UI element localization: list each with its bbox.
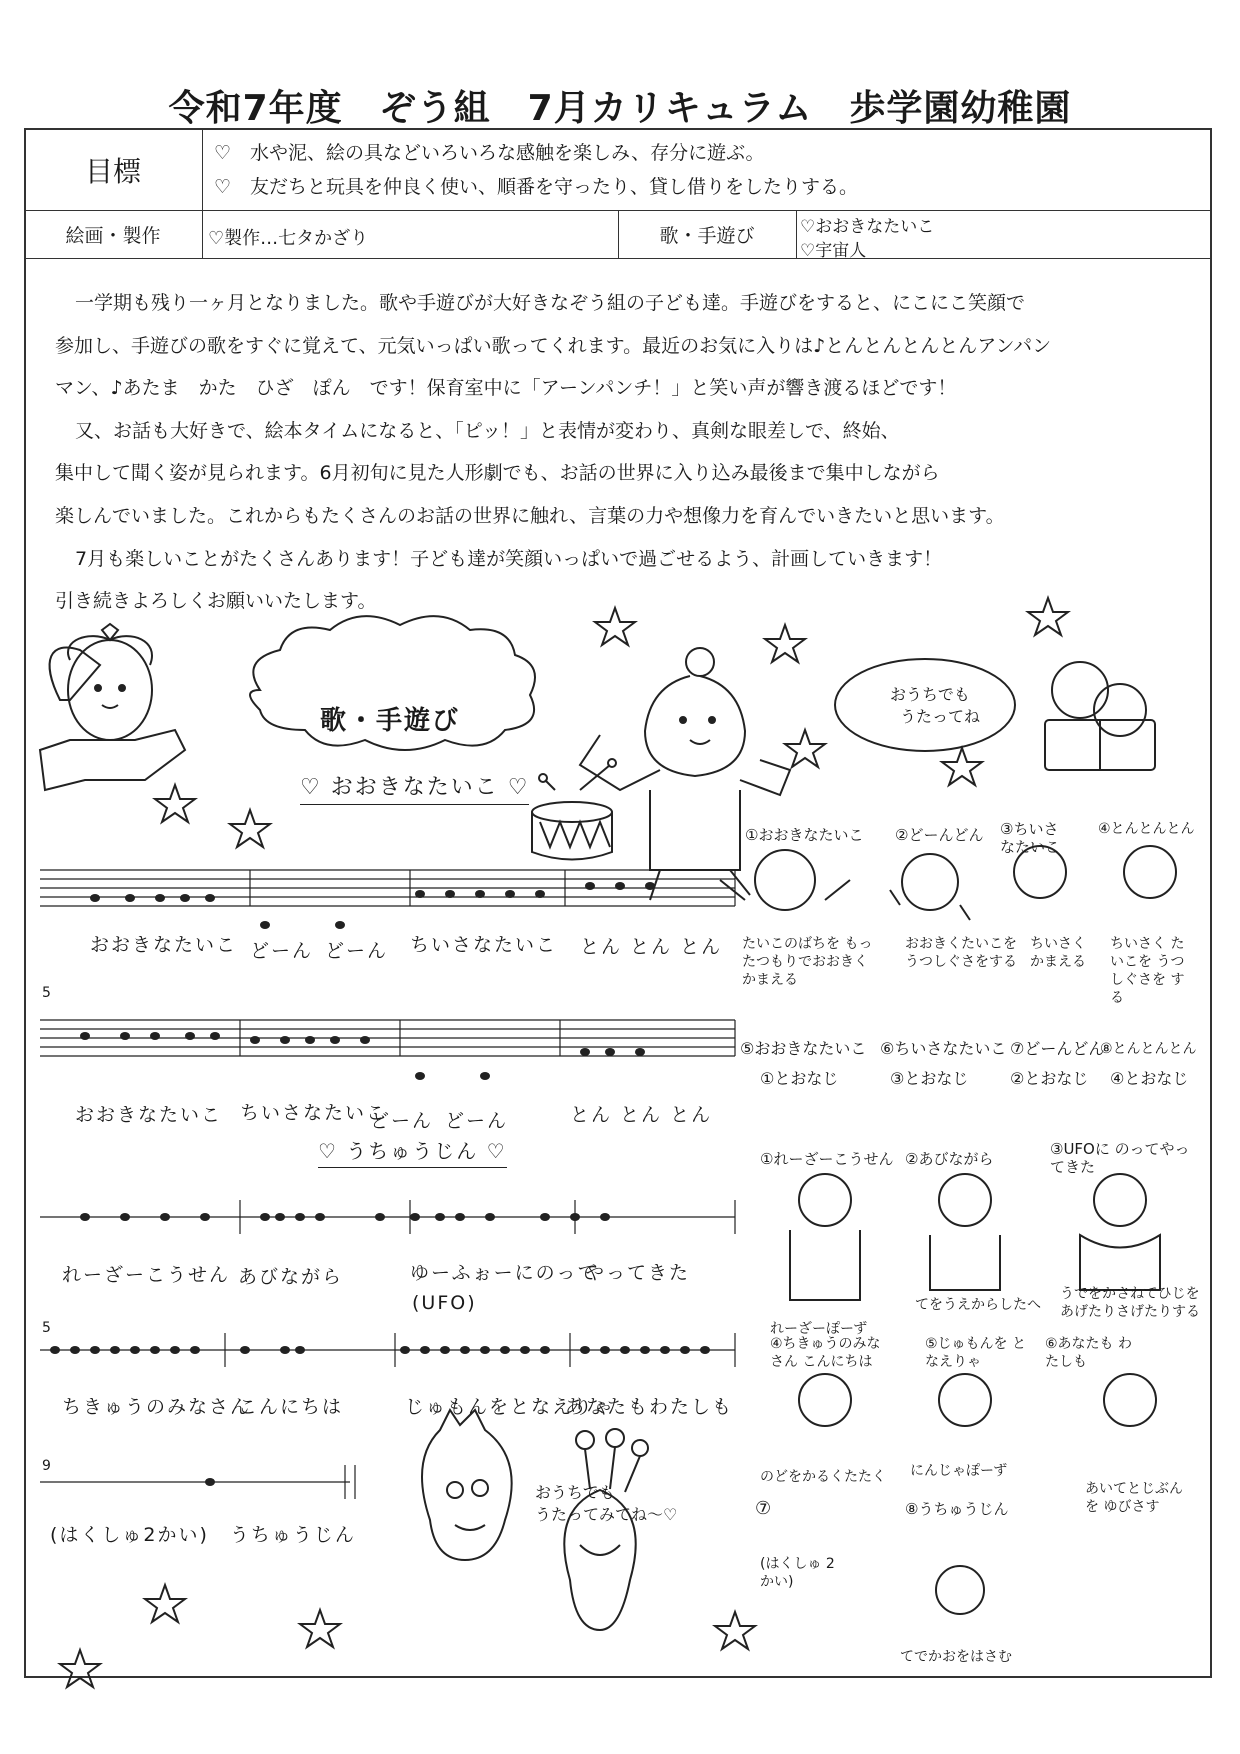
note-head [305, 1036, 315, 1044]
song2-lyric: こんにちは [238, 1396, 344, 1418]
note-head [360, 1036, 370, 1044]
note-head [605, 1048, 615, 1056]
note-head [80, 1213, 90, 1221]
invite-text [535, 1482, 677, 1526]
song1-lyric: ちいさなたいこ [410, 934, 558, 956]
note-head [635, 1048, 645, 1056]
measure-number: 5 [42, 1320, 51, 1336]
note-head [295, 1346, 305, 1354]
note-head [335, 921, 345, 929]
song1-lyric: とん とん とん [570, 1104, 713, 1126]
note-head [185, 1032, 195, 1040]
note-head [520, 1346, 530, 1354]
note-head [440, 1346, 450, 1354]
note-head [475, 890, 485, 898]
note-head [640, 1346, 650, 1354]
note-head [70, 1346, 80, 1354]
note-head [410, 1213, 420, 1221]
note-head [170, 1346, 180, 1354]
note-head [315, 1213, 325, 1221]
note-head [205, 1478, 215, 1486]
note-head [500, 1346, 510, 1354]
song2-note: うでをかさねてひじを あげたりさげたりする [1060, 1286, 1200, 1320]
goal-item: ♡ 友だちと玩具を仲良く使い、順番を守ったり、貸し借りをしたりする。 [214, 176, 859, 198]
song2-step: ⑥あなたも わたしも [1045, 1336, 1133, 1370]
song2-lyric: じゅもんをとなえりゃ [405, 1396, 616, 1418]
note-head [180, 894, 190, 902]
song2-lyric: (はくしゅ2かい) うちゅうじん [50, 1524, 356, 1546]
song2-step: ③UFOに のってやってきた [1050, 1140, 1190, 1176]
song2-lyric: ゆーふぉーにのって [410, 1262, 599, 1284]
note-head [280, 1346, 290, 1354]
note-head [535, 890, 545, 898]
note-head [600, 1213, 610, 1221]
note-head [540, 1213, 550, 1221]
note-head [150, 1032, 160, 1040]
song1-lyric: どーん [250, 940, 314, 962]
song1-note: たいこのばちを もったつもりでおおきく かまえる [742, 936, 873, 988]
note-head [615, 882, 625, 890]
note-head [700, 1346, 710, 1354]
note-head [485, 1213, 495, 1221]
goal-item: ♡ 水や泥、絵の具などいろいろな感触を楽しみ、存分に遊ぶ。 [214, 142, 765, 164]
note-head [445, 890, 455, 898]
song2-note: (はくしゅ 2かい) [760, 1556, 835, 1590]
song1-step: ⑤おおきなたいこ [740, 1039, 867, 1058]
note-head [80, 1032, 90, 1040]
note-head [90, 1346, 100, 1354]
note-head [205, 894, 215, 902]
song1-lyric: おおきなたいこ [75, 1104, 223, 1126]
song2-lyric: あなたもわたしも [565, 1396, 734, 1418]
song2-step: ④ちきゅうのみなさん こんにちは [770, 1336, 881, 1370]
song2-title: ♡ うちゅうじん ♡ [318, 1135, 507, 1168]
note-head [460, 1346, 470, 1354]
song1-lyric: おおきなたいこ [90, 934, 238, 956]
page-title: 令和7年度 ぞう組 7月カリキュラム 歩学園幼稚園 [168, 88, 1072, 129]
note-head [150, 1346, 160, 1354]
song2-step: ⑧うちゅうじん [905, 1500, 1009, 1518]
song2-step: ⑤じゅもんを となえりゃ [925, 1336, 1027, 1370]
note-head [250, 1036, 260, 1044]
measure-number: 5 [42, 985, 51, 1001]
note-head [580, 1346, 590, 1354]
note-head [645, 882, 655, 890]
song1-note: おおきくたいこを うつしぐさをする [905, 936, 1017, 970]
song1-lyric: どーん [325, 940, 389, 962]
song1-step: ④とんとんとん [1098, 821, 1195, 837]
note-head [680, 1346, 690, 1354]
song1-same: ③とおなじ [890, 1069, 969, 1088]
song1-step: ③ちいさなたいこ [1000, 820, 1061, 856]
note-head [375, 1213, 385, 1221]
invite-line: おうちでも [535, 1483, 615, 1502]
song2-note: てをうえからしたへ [915, 1297, 1041, 1313]
note-head [420, 1346, 430, 1354]
note-head [400, 1346, 410, 1354]
song1-step: ⑥ちいさなたいこ [880, 1039, 1007, 1058]
invite-line: うたってみてね～♡ [535, 1505, 678, 1524]
letter-line: 楽しんでいました。これからもたくさんのお話の世界に触れ、言葉の力や想像力を育んでいきたいと思います。 [55, 504, 1005, 527]
note-head [580, 1048, 590, 1056]
song1-step: ②どーんどん [895, 826, 984, 844]
letter-line: 一学期も残り一ヶ月となりました。歌や手遊びが大好きなぞう組の子ども達。手遊びをすると、にこにこ笑顔で [75, 292, 1026, 314]
song1-same: ②とおなじ [1010, 1069, 1089, 1088]
note-head [295, 1213, 305, 1221]
note-head [120, 1032, 130, 1040]
letter-line: 又、お話も大好きで、絵本タイムになると、「ピッ！」と表情が変わり、真剣な眼差しで、終始、 [75, 419, 900, 442]
note-head [505, 890, 515, 898]
note-head [280, 1036, 290, 1044]
note-head [210, 1032, 220, 1040]
note-head [620, 1346, 630, 1354]
song1-lyric: どーん [370, 1110, 434, 1132]
song2-step: ②あびながら [905, 1150, 994, 1168]
note-head [330, 1036, 340, 1044]
song2-note: あいてとじぶんを ゆびさす [1085, 1481, 1183, 1515]
note-head [90, 894, 100, 902]
note-head [600, 1346, 610, 1354]
song-value: ♡宇宙人 [800, 241, 867, 261]
letter-line: 集中して聞く姿が見られます。6月初旬に見た人形劇でも、お話の世界に入り込み最後まで集中しながら [55, 462, 940, 485]
song1-step: ①おおきなたいこ [745, 826, 864, 844]
song1-step: ⑦どーんどん [1010, 1039, 1105, 1058]
song2-note: にんじゃぽーず [910, 1463, 1008, 1479]
note-head [120, 1213, 130, 1221]
letter-line: マン、♪あたま かた ひざ ぽん です！保育室中に「アーンパンチ！」と笑い声が響き渡るほどです！ [55, 377, 957, 400]
note-head [540, 1346, 550, 1354]
song1-note: ちいさく たいこを うつしぐさを する [1110, 936, 1185, 1006]
song1-lyric: ちいさなたいこ [240, 1102, 388, 1124]
song1-same: ①とおなじ [760, 1069, 839, 1088]
measure-number: 9 [42, 1458, 51, 1474]
art-value: ♡製作…七タかざり [208, 228, 369, 249]
song2-note: のどをかるくたたく [760, 1469, 886, 1485]
note-head [240, 1346, 250, 1354]
song-value: ♡おおきなたいこ [800, 217, 935, 237]
note-head [190, 1346, 200, 1354]
art-label: 絵画・製作 [65, 224, 161, 247]
song2-lyric: れーざーこうせん [62, 1264, 231, 1286]
song1-title: ♡ おおきなたいこ ♡ [300, 770, 529, 805]
note-head [435, 1213, 445, 1221]
song2-step: ①れーざーこうせん [760, 1150, 894, 1168]
note-head [455, 1213, 465, 1221]
song2-lyric: ちきゅうのみなさん [62, 1396, 252, 1418]
note-head [415, 1072, 425, 1080]
bubble-line: おうちでも [890, 685, 970, 704]
song1-lyric: とん とん とん [580, 936, 723, 958]
note-head [480, 1346, 490, 1354]
note-head [415, 890, 425, 898]
song2-lyric: やってきた [585, 1262, 691, 1284]
note-head [160, 1213, 170, 1221]
note-head [130, 1346, 140, 1354]
letter-line: 引き続きよろしくお願いいたします。 [55, 590, 377, 613]
note-head [110, 1346, 120, 1354]
song2-lyric: あびながら [238, 1266, 344, 1288]
song2-step: ⑦ [755, 1498, 772, 1519]
note-head [50, 1346, 60, 1354]
note-head [125, 894, 135, 902]
song1-lyric: どーん [445, 1110, 509, 1132]
song1-step: ⑧とんとんとん [1100, 1041, 1197, 1057]
note-head [260, 921, 270, 929]
banner-title: 歌・手遊び [320, 706, 461, 736]
note-head [260, 1213, 270, 1221]
note-head [585, 882, 595, 890]
note-head [200, 1213, 210, 1221]
letter-line: 7月も楽しいことがたくさんあります！子ども達が笑顔いっぱいで過ごせるよう、計画していきます！ [75, 547, 943, 570]
note-head [570, 1213, 580, 1221]
note-head [480, 1072, 490, 1080]
song2-note: てでかおをはさむ [900, 1649, 1012, 1665]
note-head [275, 1213, 285, 1221]
song1-same: ④とおなじ [1110, 1069, 1189, 1088]
song2-note: れーざーぽーず [770, 1321, 868, 1337]
goal-label: 目標 [84, 155, 141, 188]
note-head [660, 1346, 670, 1354]
song-label: 歌・手遊び [659, 224, 755, 247]
song1-note: ちいさく かまえる [1030, 936, 1086, 970]
ufo-label: (UFO) [412, 1292, 477, 1314]
note-head [155, 894, 165, 902]
letter-line: 参加し、手遊びの歌をすぐに覚えて、元気いっぱい歌ってくれます。最近のお気に入りは♪とんとんとんとんアンパン [55, 334, 1052, 357]
bubble-line: うたってね [900, 707, 981, 726]
